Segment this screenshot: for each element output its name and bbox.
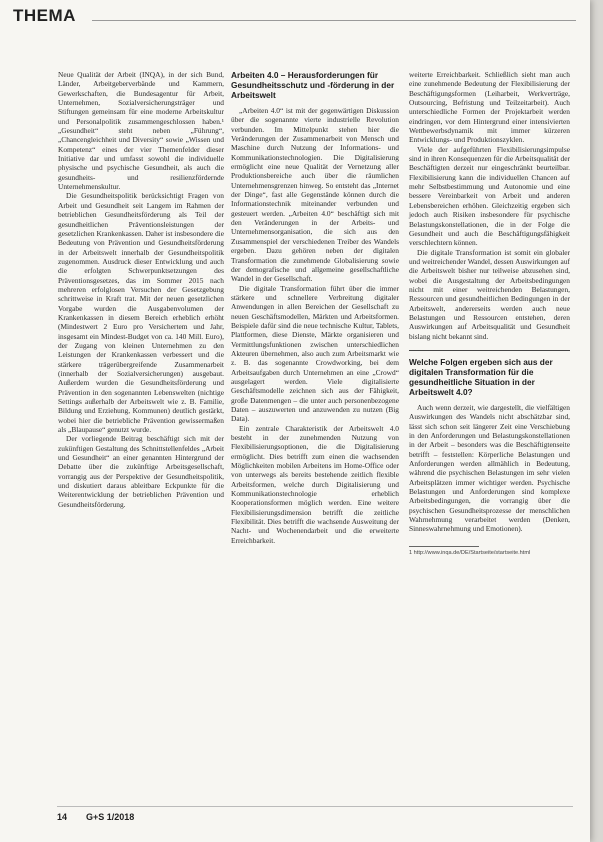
- text-column-1: [58, 70, 224, 509]
- header-rule: [92, 20, 576, 21]
- page-number: 14: [57, 812, 68, 822]
- section-heading: Arbeiten 4.0 – Herausforderungen für Gesundheitsschutz und -förderung in der Arbeitswelt: [231, 70, 395, 100]
- paragraph: Auch wenn derzeit, wie dargestellt, die vielfältigen Auswirkungen des Wandels nicht abschätzbar sind, lässt sich schon seit längerer Zeit eine Verschiebung in den Anforderungen und Belastungskonstellationen in der Arbeit – besonders was die Beschäftigtenseite betrifft – feststellen: Körperliche Belastungen und Anforderungen werden allmählich in Bedeutung, während die psychischen Belastungen im sehr vielen Arbeitsplätzen immer wichtiger werden. Psychische Belastungen und Anforderungen sind komplexe Arbeitsbedingungen, die vorrangig über die psychischen Gesundheitsprozesse der menschlichen Wahrnehmung verarbeitet werden (Denken, Sinneswahrnehmung und Emotionen).: [409, 402, 570, 534]
- footnote-rule: [409, 546, 479, 547]
- footnote: 1 http://www.inqa.de/DE/Startseite/startseite.html: [409, 549, 531, 556]
- text-column-3: [409, 70, 570, 557]
- paragraph: „Arbeiten 4.0“ ist mit der gegenwärtigen Diskussion über die sogenannte vierte industrielle Revolution verbunden. Im Mittelpunkt stehen hier die Veränderungen der Zusammenarbeit von Mensch und Maschine durch Nutzung der Informations- und Kommunikationstechnologien. Die Digitalisierung ermöglicht eine neue Qualität der Vernetzung aller Produktionsbereiche auch über die räumlichen Unternehmensgrenzen hinweg. So entsteht das „Internet der Dinge“, fast alle Gegenstände können durch die Informationstechnik miteinander verbunden und gesteuert werden. „Arbeiten 4.0“ beschäftigt sich mit den Veränderungen in der Arbeits- und Unternehmensorganisation, die sich aus den Zusammenspiel der verschiedenen Treiber des Wandels ergeben. Dazu gehören neben der digitalen Transformation die zunehmende Globalisierung sowie der demografische und allgemeine gesellschaftliche Wandel in der Gesellschaft.: [231, 106, 399, 284]
- footer-rule: [57, 806, 573, 807]
- text-column-2: [231, 70, 399, 545]
- paragraph: Die Gesundheitspolitik berücksichtigt Fragen von Arbeit und Gesundheit seit Langem im Rahmen der betrieblichen Gesundheitsförderung als Teil der gesundheitlichen Präventionsleistungen der gesetzlichen Krankenkassen. Daher ist insbesondere die Bedeutung von Prävention und Gesundheitsförderung in der Arbeitswelt innerhalb der Gesundheitspolitik zugenommen. Ausdruck dieser Entwicklung und auch die erfolgten Schwerpunktsetzungen des Präventionsgesetzes, das im Sommer 2015 nach mehreren erfolglosen Versuchen der Gesetzgebung schrittweise in Kraft trat. Mit der neuen gesetzlichen Vorgabe wurden die Ausgabenvolumen der Krankenkassen in diesem Bereich erheblich erhöht (Mindestwert 2 Euro pro Versichertem und Jahr, insgesamt ein Mindest-Budget von ca. 140 Mill. Euro), der Zugang von kleinen Unternehmen zu den Leistungen der Krankenkassen verbessert und die stärkere trägerübergreifende Zusammenarbeit (innerhalb der Sozialversicherungen) ausgebaut. Außerdem wurden die Gesundheitsförderung und Prävention in den sogenannten Lebenswelten (nichtige Settings außerhalb der Arbeitswelt wie z. B. Familie, Bildung und Erziehung, Kommunen) deutlich gestärkt, wobei hier die betriebliche Prävention gewissermaßen als „Blaupause“ genutzt wurde.: [58, 191, 224, 435]
- paragraph: Ein zentrale Charakteristik der Arbeitswelt 4.0 besteht in der zunehmenden Nutzung von Flexibilisierungsoptionen, die die Digitalisierung ermöglicht. Dies betrifft zum einen die wachsenden Möglichkeiten mobilen Arbeitens im Home-Office oder von unterwegs als bereits bestehende zeitlich flexible Arbeitsformen, welche durch Digitalisierung und Kommunikationstechnologie erheblich Kooperationsformen möglich werden. Eine weitere Flexibilisierungsdimension betrifft die zeitliche Flexibilität. Dies betrifft die wachsende Ausweitung der Nacht- und Wochenendarbeit und die erweiterte Erreichbarkeit.: [231, 423, 399, 545]
- section-title: THEMA: [13, 6, 76, 25]
- paragraph: Viele der aufgeführten Flexibilisierungsimpulse sind in ihren Konsequenzen für die Arbeitsqualität der Beschäftigten derzeit nur eingeschränkt beurteilbar. Flexibilisierung kann die individuellen Chancen auf mehr Selbstbestimmung und Autonomie und eine bessere Vereinbarkeit von Arbeit und anderen Lebensbereichen erhöhen. Gleichzeitig ergeben sich jedoch auch Risiken insbesondere für psychische Belastungskonstellationen, die in der Folge die Gesundheit und auch die Beschäftigungsfähigkeit verschlechtern können.: [409, 144, 570, 248]
- paragraph: Die digitale Transformation ist somit ein globaler und weitreichender Wandel, dessen Auswirkungen auf die Arbeitswelt bisher nur teilweise abzusehen sind, wobei die Ausgestaltung der Arbeitsbedingungen nicht mit einer weitreichenden Belastungen, Ressourcen und gesundheitlichen Bedingungen in der Arbeitswelt, andererseits werden auch neue Belastungen und Ressourcen entstehen, deren Auswirkungen auf Arbeitsqualität und Gesundheit bislang nicht bekannt sind.: [409, 247, 570, 341]
- paragraph: Neue Qualität der Arbeit (INQA), in der sich Bund, Länder, Arbeitgeberverbände und Kammern, Gewerkschaften, die Bundesagentur für Arbeit, Unternehmen, Sozialversicherungsträger und Stiftungen gemeinsam für eine moderne Arbeitskultur und Personalpolitik zusammengeschlossen haben.¹ „Gesundheit“ steht neben „Führung“, „Chancengleichheit und Diversity“ sowie „Wissen und Kompetenz“ eines der vier Themenfelder dieser Initiative dar und umfasst sowohl die individuelle physische und psychische Gesundheit, als auch die gesundheits- und resilienzfördernde Unternehmenskultur.: [58, 70, 224, 192]
- paragraph: Die digitale Transformation führt über die immer stärkere und schnellere Verbreitung digitaler Anwendungen in allen Bereichen der Gesellschaft zu neuen Geschäftsmodellen, Märkten und Arbeitsformen. Beispiele dafür sind die neue technische Kultur, Tablets, Plattformen, diese Dienste, Märkte organisieren und Vermittlungsfunktionen zwischen unterschiedlichen Akteuren übernehmen, also auch zum Arbeitsmarkt wie z. B. das sogenannte Crowdworking, bei dem Arbeitsaufgaben durch Unternehmen an eine „Crowd“ ausgelagert werden. Viele digitalisierte Geschäftsmodelle zeichnen sich aus der Fähigkeit, große Datenmengen – die unter auch personenbezogene Daten – auszuwerten und anzuwenden zu nutzen (Big Data).: [231, 283, 399, 424]
- paragraph: Der vorliegende Beitrag beschäftigt sich mit der zukünftigen Gestaltung des Schnittstellenfeldes „Arbeit und Gesundheit“ an einer genannten Hintergrund der Debatte über die zukünftige Arbeitsgesellschaft, vorrangig aus der Perspektive der Gesundheitspolitik, und diskutiert daraus ableitbare Eckpunkte für die Weiterentwicklung der betrieblichen Prävention und Gesundheitsförderung.: [58, 434, 224, 509]
- section-heading: Welche Folgen ergeben sich aus der digitalen Transformation für die gesundheitliche Situation in der Arbeitswelt 4.0?: [409, 350, 570, 397]
- magazine-issue: G+S 1/2018: [86, 812, 135, 822]
- paragraph: weiterte Erreichbarkeit. Schließlich sieht man auch eine zunehmende Bedeutung der Flexibilisierung der Beschäftigungsformen (Leiharbeit, Werkverträge, Outsourcing, Befristung und Teilzeitarbeit). Auch unterschiedliche Formen der Projektarbeit werden eindringen, vor dem Hintergrund einer intensivierten Wettbewerbsdynamik mit immer kürzeren Entwicklungs- und Produktionszyklen.: [409, 70, 570, 145]
